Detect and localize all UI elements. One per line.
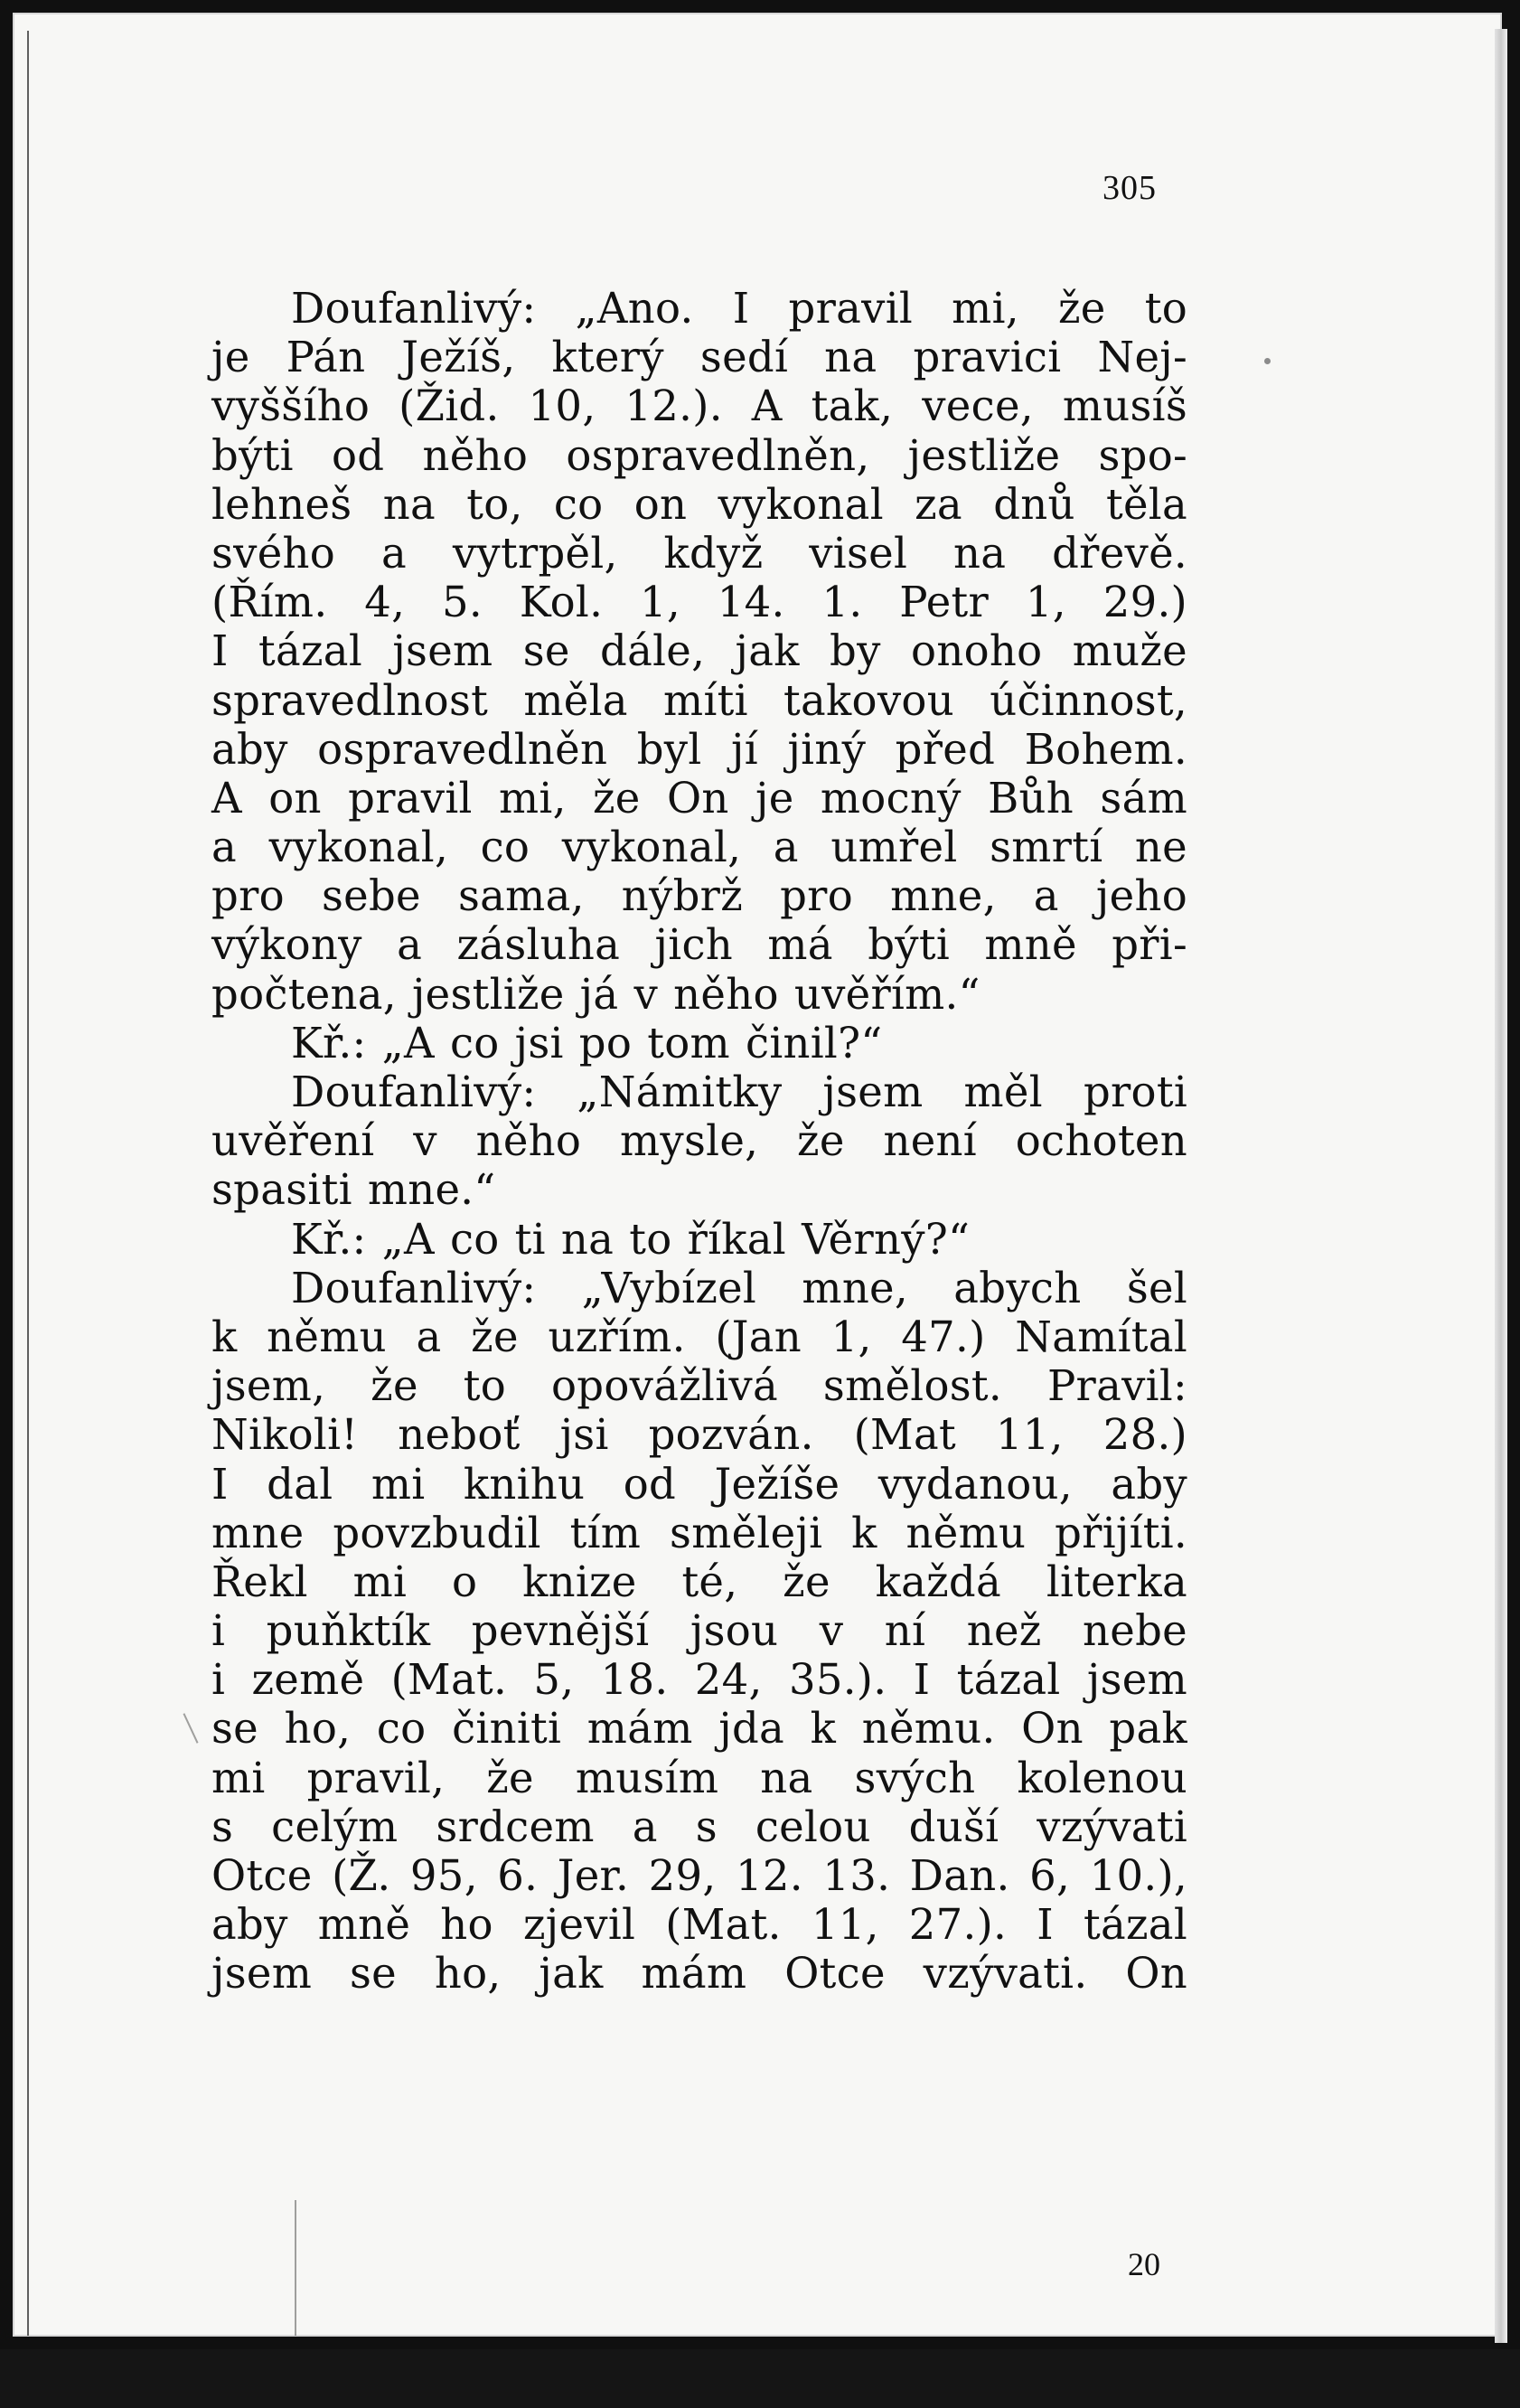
text-line: jsem se ho, jak mám Otce vzývati. On (211, 1949, 1187, 1999)
text-line: vyššího (Žid. 10, 12.). A tak, vece, musíš (211, 381, 1187, 431)
text-line: I tázal jsem se dále, jak by onoho muže (211, 626, 1187, 676)
body-text (211, 284, 1187, 2408)
text-line: se ho, co činiti mám jda k němu. On pak (211, 1704, 1187, 1754)
scratch-mark (295, 2200, 296, 2336)
scratch-mark (183, 1713, 198, 1743)
text-line: aby mně ho zjevil (Mat. 11, 27.). I tázal (211, 1900, 1187, 1950)
text-line: Doufanlivý: „Námitky jsem měl proti (291, 1068, 1187, 1116)
text-line: spasiti mne.“ (211, 1165, 496, 1215)
dust-speck (1264, 358, 1271, 364)
text-line: Doufanlivý: „Vybízel mne, abych šel (291, 1263, 1187, 1312)
text-line: spravedlnost měla míti takovou účinnost, (211, 675, 1187, 725)
text-line: aby ospravedlněn byl jí jiný před Bohem. (211, 724, 1187, 774)
text-line: pro sebe sama, nýbrž pro mne, a jeho (211, 871, 1187, 921)
gutter-shadow (27, 31, 29, 2336)
page-number-top: 305 (1102, 169, 1157, 207)
text-line: výkony a zásluha jich má býti mně při- (211, 920, 1187, 970)
text-line: Doufanlivý: „Ano. I pravil mi, že to (291, 284, 1187, 333)
text-line: I dal mi knihu od Ježíše vydanou, aby (211, 1459, 1187, 1509)
text-line: mne povzbudil tím směleji k němu přijíti. (211, 1508, 1187, 1557)
text-line: (Řím. 4, 5. Kol. 1, 14. 1. Petr 1, 29.) (211, 578, 1187, 627)
text-line: jsem, že to opovážlivá smělost. Pravil: (211, 1361, 1187, 1411)
text-line: A on pravil mi, že On je mocný Bůh sám (211, 773, 1187, 823)
text-line: počtena, jestliže já v něho uvěřím.“ (211, 969, 980, 1019)
text-line: Řekl mi o knize té, že každá literka (211, 1557, 1187, 1606)
text-line: s celým srdcem a s celou duší vzývati (211, 1801, 1187, 1851)
text-line: Otce (Ž. 95, 6. Jer. 29, 12. 13. Dan. 6, 10.), (211, 1851, 1187, 1900)
text-line: je Pán Ježíš, který sedí na pravici Nej- (211, 333, 1187, 382)
text-line: a vykonal, co vykonal, a umřel smrtí ne (211, 823, 1187, 872)
text-line: i země (Mat. 5, 18. 24, 35.). I tázal jsem (211, 1655, 1187, 1705)
signature-mark: 20 (1128, 2246, 1160, 2282)
text-line: Kř.: „A co ti na to říkal Věrný?“ (291, 1214, 971, 1264)
text-line: svého a vytrpěl, když visel na dřevě. (211, 528, 1187, 578)
text-line: Nikoli! neboť jsi pozván. (Mat 11, 28.) (211, 1410, 1187, 1460)
page-edge (1495, 29, 1507, 2343)
text-line: lehneš na to, co on vykonal za dnů těla (211, 479, 1187, 529)
text-line: mi pravil, že musím na svých kolenou (211, 1753, 1187, 1802)
text-line: Kř.: „A co jsi po tom činil?“ (291, 1018, 883, 1068)
text-line: i puňktík pevnější jsou v ní než nebe (211, 1606, 1187, 1656)
text-line: býti od něho ospravedlněn, jestliže spo- (211, 430, 1187, 480)
text-line: uvěření v něho mysle, že není ochoten (211, 1116, 1187, 1166)
book-page (13, 13, 1502, 2337)
text-line: k němu a že uzřím. (Jan 1, 47.) Namítal (211, 1312, 1187, 1361)
